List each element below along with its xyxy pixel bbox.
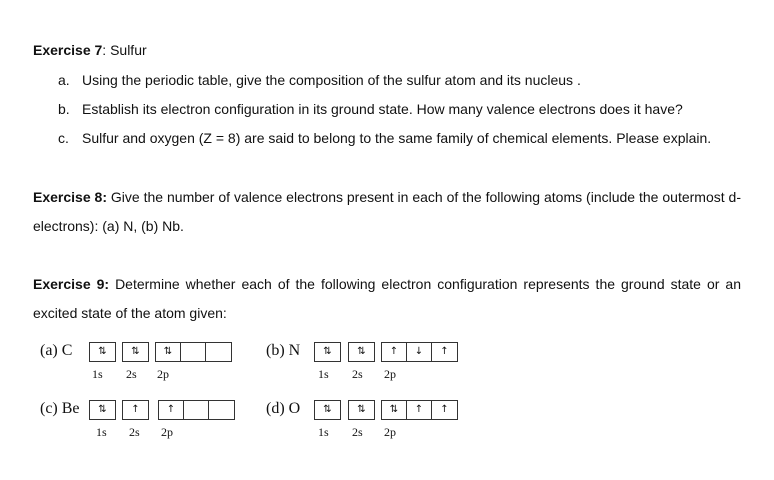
item-label: c. (58, 130, 69, 146)
item-text: Sulfur and oxygen (Z = 8) are said to belong to the same family of chemical elements. Please explain. (82, 130, 712, 146)
diagram-label: (d) O (266, 400, 301, 417)
exercise-9-title: Exercise 9: (33, 276, 110, 292)
orbital-2p-box (158, 400, 235, 420)
subshell-label: 2p (384, 367, 396, 381)
subshell-label: 2p (157, 367, 169, 381)
orbital-cell: ↑ (131, 404, 140, 415)
orbital-1s-box (314, 400, 341, 420)
diagram-label: (c) Be (40, 400, 80, 417)
orbital-2s-box (122, 342, 149, 362)
orbital-cell (206, 343, 231, 361)
orbital-cell: ⇅ (357, 404, 366, 415)
orbital-cell (181, 343, 206, 361)
orbital-2p-box (381, 400, 458, 420)
diagram-d (266, 400, 466, 440)
exercise-8-paragraph (33, 183, 741, 241)
orbital-cell: ↑ (440, 404, 449, 415)
item-label: a. (58, 72, 70, 88)
orbital-2s-box (348, 400, 375, 420)
orbital-cell: ↑ (440, 346, 449, 357)
orbital-cell: ⇅ (156, 343, 181, 361)
orbital-cell: ⇅ (131, 346, 140, 357)
subshell-label: 1s (318, 425, 329, 439)
orbital-2p-box (155, 342, 232, 362)
orbital-cell (184, 401, 209, 419)
orbital-cell: ⇅ (98, 404, 107, 415)
item-text: Using the periodic table, give the composition of the sulfur atom and its nucleus . (82, 72, 581, 88)
orbital-2s-box (122, 400, 149, 420)
orbital-cell: ↑ (159, 401, 184, 419)
orbital-cell: ⇅ (323, 346, 332, 357)
exercise-9-paragraph (33, 270, 741, 328)
orbital-cell: ↑ (407, 401, 432, 419)
orbital-1s-box (89, 342, 116, 362)
exercise-7-title (33, 42, 147, 58)
subshell-label: 2s (352, 367, 363, 381)
subshell-label: 1s (318, 367, 329, 381)
subshell-label: 2s (129, 425, 140, 439)
subshell-label: 2p (384, 425, 396, 439)
orbital-2p-box (381, 342, 458, 362)
subshell-label: 2s (126, 367, 137, 381)
orbital-cell: ⇅ (382, 401, 407, 419)
subshell-label: 2s (352, 425, 363, 439)
item-label: b. (58, 101, 70, 117)
item-text: Establish its electron configuration in its ground state. How many valence electrons does it have? (82, 101, 683, 117)
diagram-c (40, 400, 250, 440)
orbital-2s-box (348, 342, 375, 362)
exercise-7-item-c (58, 130, 711, 146)
subshell-label: 2p (161, 425, 173, 439)
diagram-label: (b) N (266, 342, 301, 359)
diagram-b (266, 342, 466, 382)
orbital-cell: ↓ (407, 343, 432, 361)
exercise-7-title-bold: Exercise 7 (33, 42, 103, 58)
exercise-8-text: Give the number of valence electrons present in each of the following atoms (include the outermost d-electrons): (a) N, (b) Nb. (33, 189, 741, 234)
orbital-1s-box (314, 342, 341, 362)
diagram-a (40, 342, 240, 382)
subshell-label: 1s (96, 425, 107, 439)
orbital-cell: ⇅ (98, 346, 107, 357)
orbital-cell: ↑ (382, 343, 407, 361)
exercise-8-title: Exercise 8: (33, 189, 107, 205)
exercise-9-text: Determine whether each of the following electron configuration represents the ground state or an excited state of the atom given: (33, 276, 741, 321)
exercise-7-title-rest: : Sulfur (102, 42, 147, 58)
orbital-cell (209, 401, 234, 419)
orbital-cell: ⇅ (323, 404, 332, 415)
orbital-cell: ⇅ (357, 346, 366, 357)
orbital-1s-box (89, 400, 116, 420)
exercise-7-item-a (58, 72, 581, 88)
diagram-label: (a) C (40, 342, 73, 359)
subshell-label: 1s (92, 367, 103, 381)
exercise-7-item-b (58, 101, 683, 117)
